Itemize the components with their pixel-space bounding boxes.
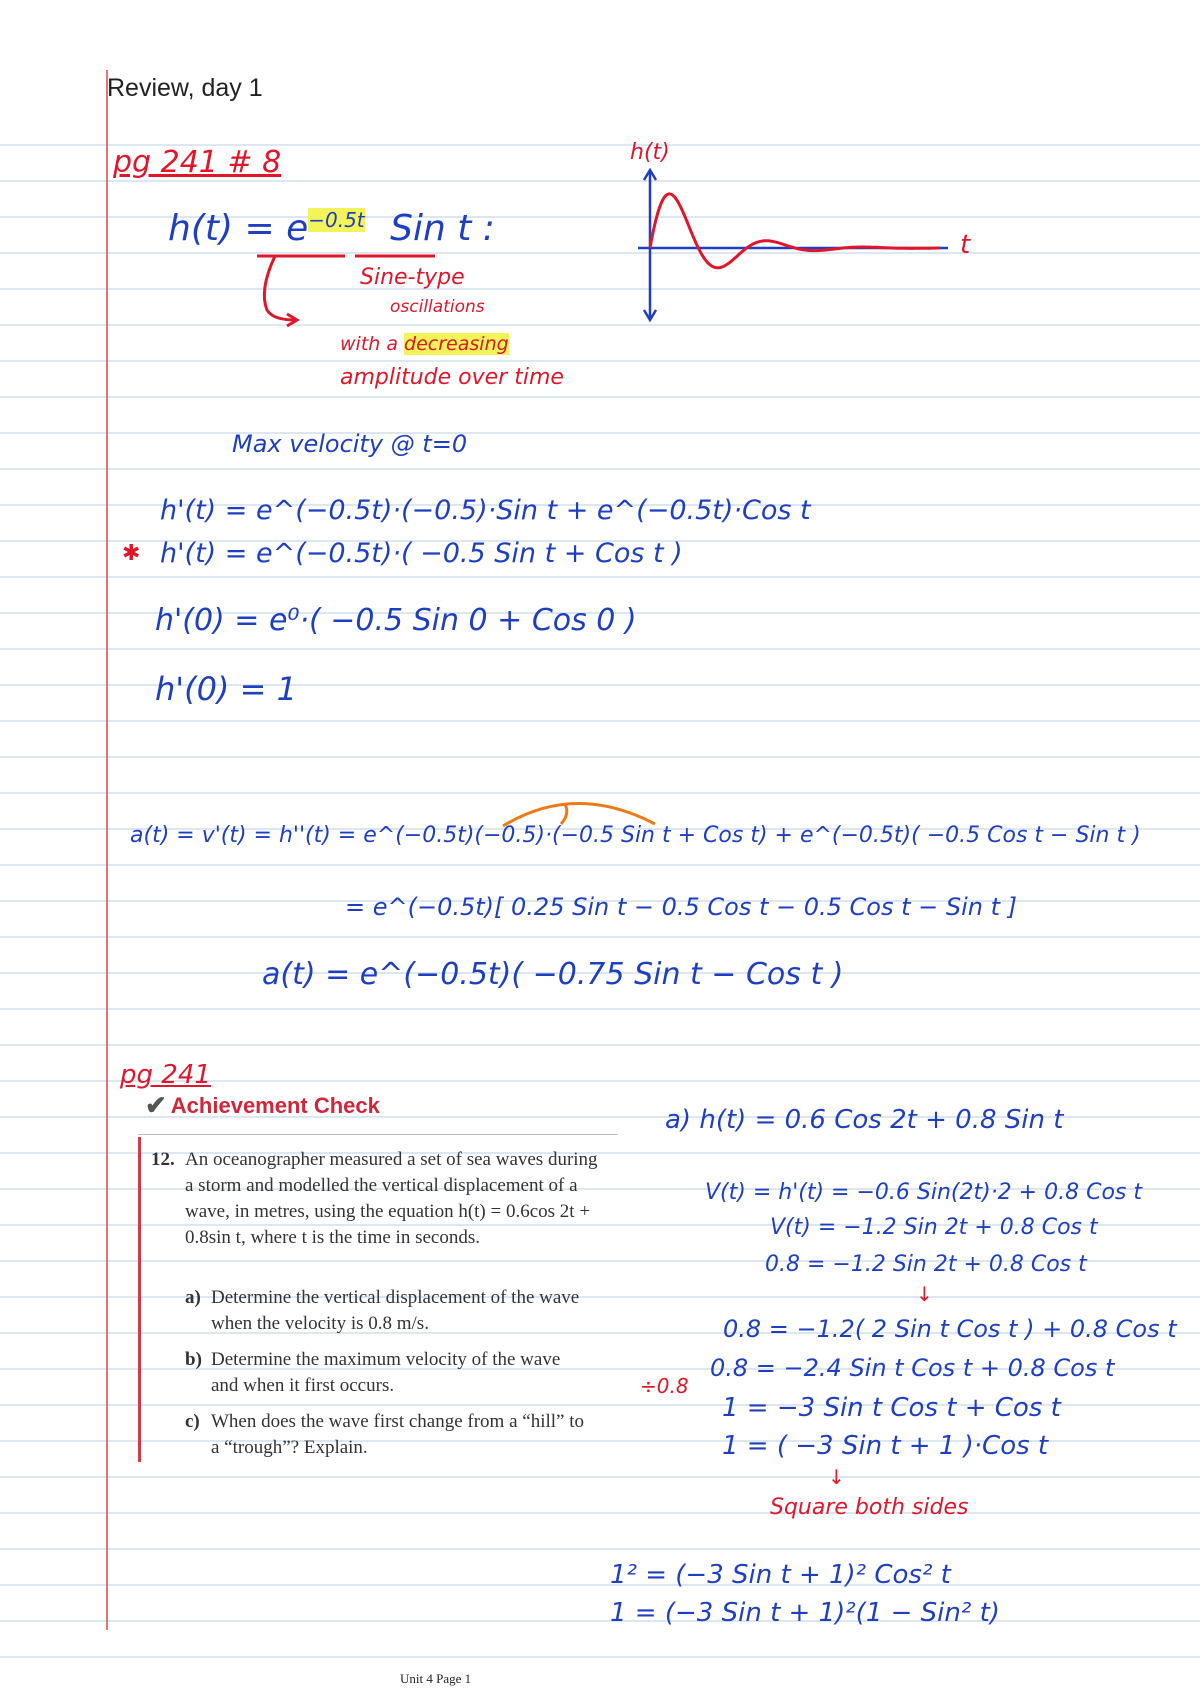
excerpt-divider bbox=[138, 1134, 618, 1135]
part-label: c) bbox=[185, 1411, 200, 1432]
part-text: Determine the vertical displacement of the wave when the velocity is 0.8 m/s. bbox=[211, 1287, 580, 1334]
derivative-line-2: h'(t) = e^(−0.5t)·( −0.5 Sin t + Cos t ) bbox=[160, 538, 683, 569]
derivative-line-1: h'(t) = e^(−0.5t)·(−0.5)·Sin t + e^(−0.5t)·Cos t bbox=[160, 495, 811, 526]
problem-heading-2: pg 241 bbox=[120, 1060, 211, 1090]
derivative-at-zero: h'(0) = e⁰·( −0.5 Sin 0 + Cos 0 ) bbox=[155, 603, 637, 638]
max-velocity-note: Max velocity @ t=0 bbox=[232, 430, 468, 458]
substitution-arrow: ↓ bbox=[916, 1282, 933, 1306]
annotation-line-2: oscillations bbox=[390, 297, 485, 317]
solution-step-3: 0.8 = −1.2 Sin 2t + 0.8 Cos t bbox=[765, 1252, 1087, 1277]
solution-step-6: 1 = −3 Sin t Cos t + Cos t bbox=[722, 1393, 1061, 1423]
solution-step-5: 0.8 = −2.4 Sin t Cos t + 0.8 Cos t bbox=[710, 1354, 1115, 1382]
graph-x-label: t bbox=[960, 230, 971, 260]
acceleration-result: a(t) = e^(−0.5t)( −0.75 Sin t − Cos t ) bbox=[262, 957, 844, 992]
question-part-b bbox=[185, 1347, 605, 1399]
solution-step-4: 0.8 = −1.2( 2 Sin t Cos t ) + 0.8 Cos t bbox=[723, 1315, 1177, 1343]
question-number: 12. bbox=[151, 1149, 175, 1170]
annotation-line-3 bbox=[340, 333, 509, 355]
annotation-line-1: Sine-type bbox=[360, 265, 465, 290]
height-equation bbox=[168, 208, 495, 249]
achievement-check-title bbox=[145, 1090, 380, 1121]
solution-step-7: 1 = ( −3 Sin t + 1 )·Cos t bbox=[722, 1431, 1049, 1461]
annotation-line-4: amplitude over time bbox=[340, 365, 564, 390]
annotation-decreasing: decreasing bbox=[404, 333, 509, 355]
eq-tail: Sin t : bbox=[390, 208, 495, 249]
question-text: An oceanographer measured a set of sea waves during a storm and modelled the vertical displacement of a wave, in metres, using the equation h(t) = 0.6cos 2t + 0.8sin t, where t is the time in seconds. bbox=[185, 1149, 598, 1248]
checkmark-icon: ✔ bbox=[145, 1090, 167, 1120]
page-footer: Unit 4 Page 1 bbox=[400, 1671, 472, 1686]
annotation-with: with a bbox=[340, 333, 398, 355]
question-part-a bbox=[185, 1285, 605, 1337]
square-both-sides-note: Square both sides bbox=[770, 1495, 969, 1520]
problem-heading: pg 241 # 8 bbox=[113, 145, 282, 180]
solution-step-1: V(t) = h'(t) = −0.6 Sin(2t)·2 + 0.8 Cos t bbox=[705, 1180, 1142, 1205]
eq-head: h(t) = e bbox=[168, 208, 309, 249]
page-title: Review, day 1 bbox=[107, 74, 263, 102]
acceleration-line-2: = e^(−0.5t)[ 0.25 Sin t − 0.5 Cos t − 0.5 Cos t − Sin t ] bbox=[345, 893, 1018, 921]
solution-a-equation: a) h(t) = 0.6 Cos 2t + 0.8 Sin t bbox=[665, 1105, 1064, 1135]
exponent-highlight: −0.5t bbox=[308, 208, 365, 232]
damped-sine-graph bbox=[600, 140, 980, 330]
achievement-check-label: Achievement Check bbox=[170, 1092, 380, 1118]
part-text: Determine the maximum velocity of the wave and when it first occurs. bbox=[211, 1349, 561, 1396]
part-text: When does the wave first change from a “hill” to a “trough”? Explain. bbox=[211, 1411, 584, 1458]
solution-step-9: 1² = (−3 Sin t + 1)² Cos² t bbox=[610, 1560, 951, 1590]
question-part-c bbox=[185, 1409, 605, 1461]
textbook-question bbox=[138, 1137, 621, 1462]
acceleration-line-1: a(t) = v'(t) = h''(t) = e^(−0.5t)(−0.5)·(−0.5 Sin t + Cos t) + e^(−0.5t)( −0.5 Cos t − Sin t ) bbox=[130, 823, 1141, 848]
part-label: a) bbox=[185, 1287, 201, 1308]
divide-note: ÷0.8 bbox=[640, 1374, 689, 1398]
graph-y-label: h(t) bbox=[630, 140, 670, 165]
star-mark: ✱ bbox=[122, 541, 141, 566]
solution-step-2: V(t) = −1.2 Sin 2t + 0.8 Cos t bbox=[770, 1215, 1098, 1240]
solution-step-10: 1 = (−3 Sin t + 1)²(1 − Sin² t) bbox=[610, 1598, 1000, 1628]
square-arrow: ↓ bbox=[828, 1465, 845, 1489]
derivative-result: h'(0) = 1 bbox=[155, 670, 297, 708]
part-label: b) bbox=[185, 1349, 202, 1370]
